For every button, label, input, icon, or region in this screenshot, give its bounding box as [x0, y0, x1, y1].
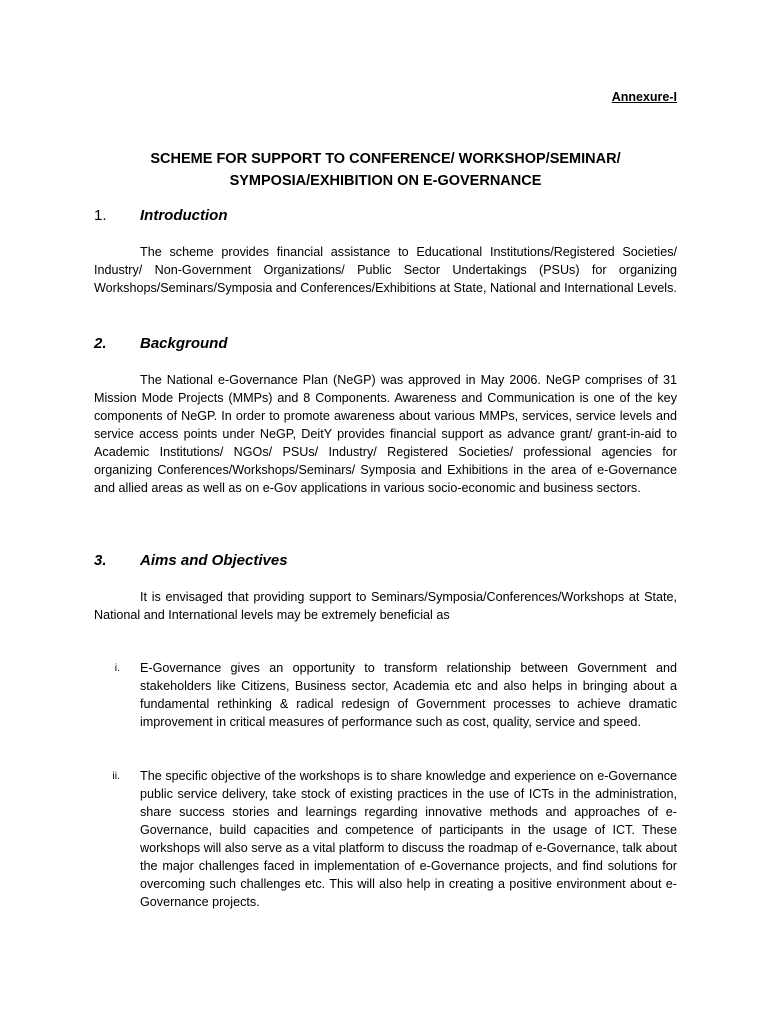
- section-heading-aims: [94, 551, 288, 571]
- section-number: 1.: [94, 207, 107, 224]
- annexure-label: Annexure-I: [611, 90, 677, 104]
- section-heading-introduction: [94, 206, 227, 226]
- section-title: Background: [140, 335, 228, 352]
- background-paragraph: The National e-Governance Plan (NeGP) was approved in May 2006. NeGP comprises of 31 Mission Mode Projects (MMPs) and 8 Components. Awareness and Communication is one of the key components of NeGP. In order to promote awareness about various MMPs, services, service levels and service access points under NeGP, DeitY provides financial support as advance grant/ grant-in-aid to Academic Institutions/ NGOs/ PSUs/ Industry/ Registered Societies/ professional agencies for organizing Conferences/Workshops/Seminars/ Symposia and Exhibitions in the area of e-Governance and allied areas as well as on e-Gov applications in various socio-economic and business sectors.: [94, 373, 677, 495]
- section-number: 3.: [94, 552, 107, 569]
- section-title: Introduction: [140, 207, 228, 224]
- introduction-paragraph: The scheme provides financial assistance to Educational Institutions/Registered Societies/ Industry/ Non-Government Organizations/ Public Sector Undertakings (PSUs) for organizing Workshops/Seminars/Symposia and Conferences/Exhibitions at State, National and International Levels.: [94, 245, 677, 295]
- list-marker: ii.: [112, 770, 120, 782]
- title-line-2: SYMPOSIA/EXHIBITION ON E-GOVERNANCE: [229, 173, 542, 189]
- section-title: Aims and Objectives: [140, 552, 288, 569]
- title-line-1: SCHEME FOR SUPPORT TO CONFERENCE/ WORKSHOP/SEMINAR/: [150, 151, 621, 167]
- section-heading-background: [94, 334, 228, 354]
- aims-paragraph: It is envisaged that providing support to Seminars/Symposia/Conferences/Workshops at State, National and International levels may be extremely beneficial as: [94, 590, 677, 622]
- list-marker: i.: [114, 662, 120, 674]
- list-item-text: The specific objective of the workshops is to share knowledge and experience on e-Governance public service delivery, take stock of existing practices in the use of ICTs in the administration, share success stories and learnings regarding innovative methods and approaches of e-Governance, build capacities and competence of participants in the usage of ICT. These workshops will also serve as a vital platform to discuss the roadmap of e-Governance, talk about the major challenges faced in implementation of e-Governance projects, and find solutions for overcoming such challenges etc. This will also help in creating a positive environment about e-Governance projects.: [140, 769, 677, 909]
- list-item-text: E-Governance gives an opportunity to transform relationship between Government and stakeholders like Citizens, Business sector, Academia etc and also helps in bringing about a fundamental rethinking & radical redesign of Government processes to achieve dramatic improvement in critical measures of performance such as cost, quality, service and speed.: [140, 661, 677, 729]
- section-number: 2.: [94, 335, 107, 352]
- document-title: [94, 148, 677, 192]
- list-item: [94, 659, 677, 731]
- list-item: [94, 767, 677, 911]
